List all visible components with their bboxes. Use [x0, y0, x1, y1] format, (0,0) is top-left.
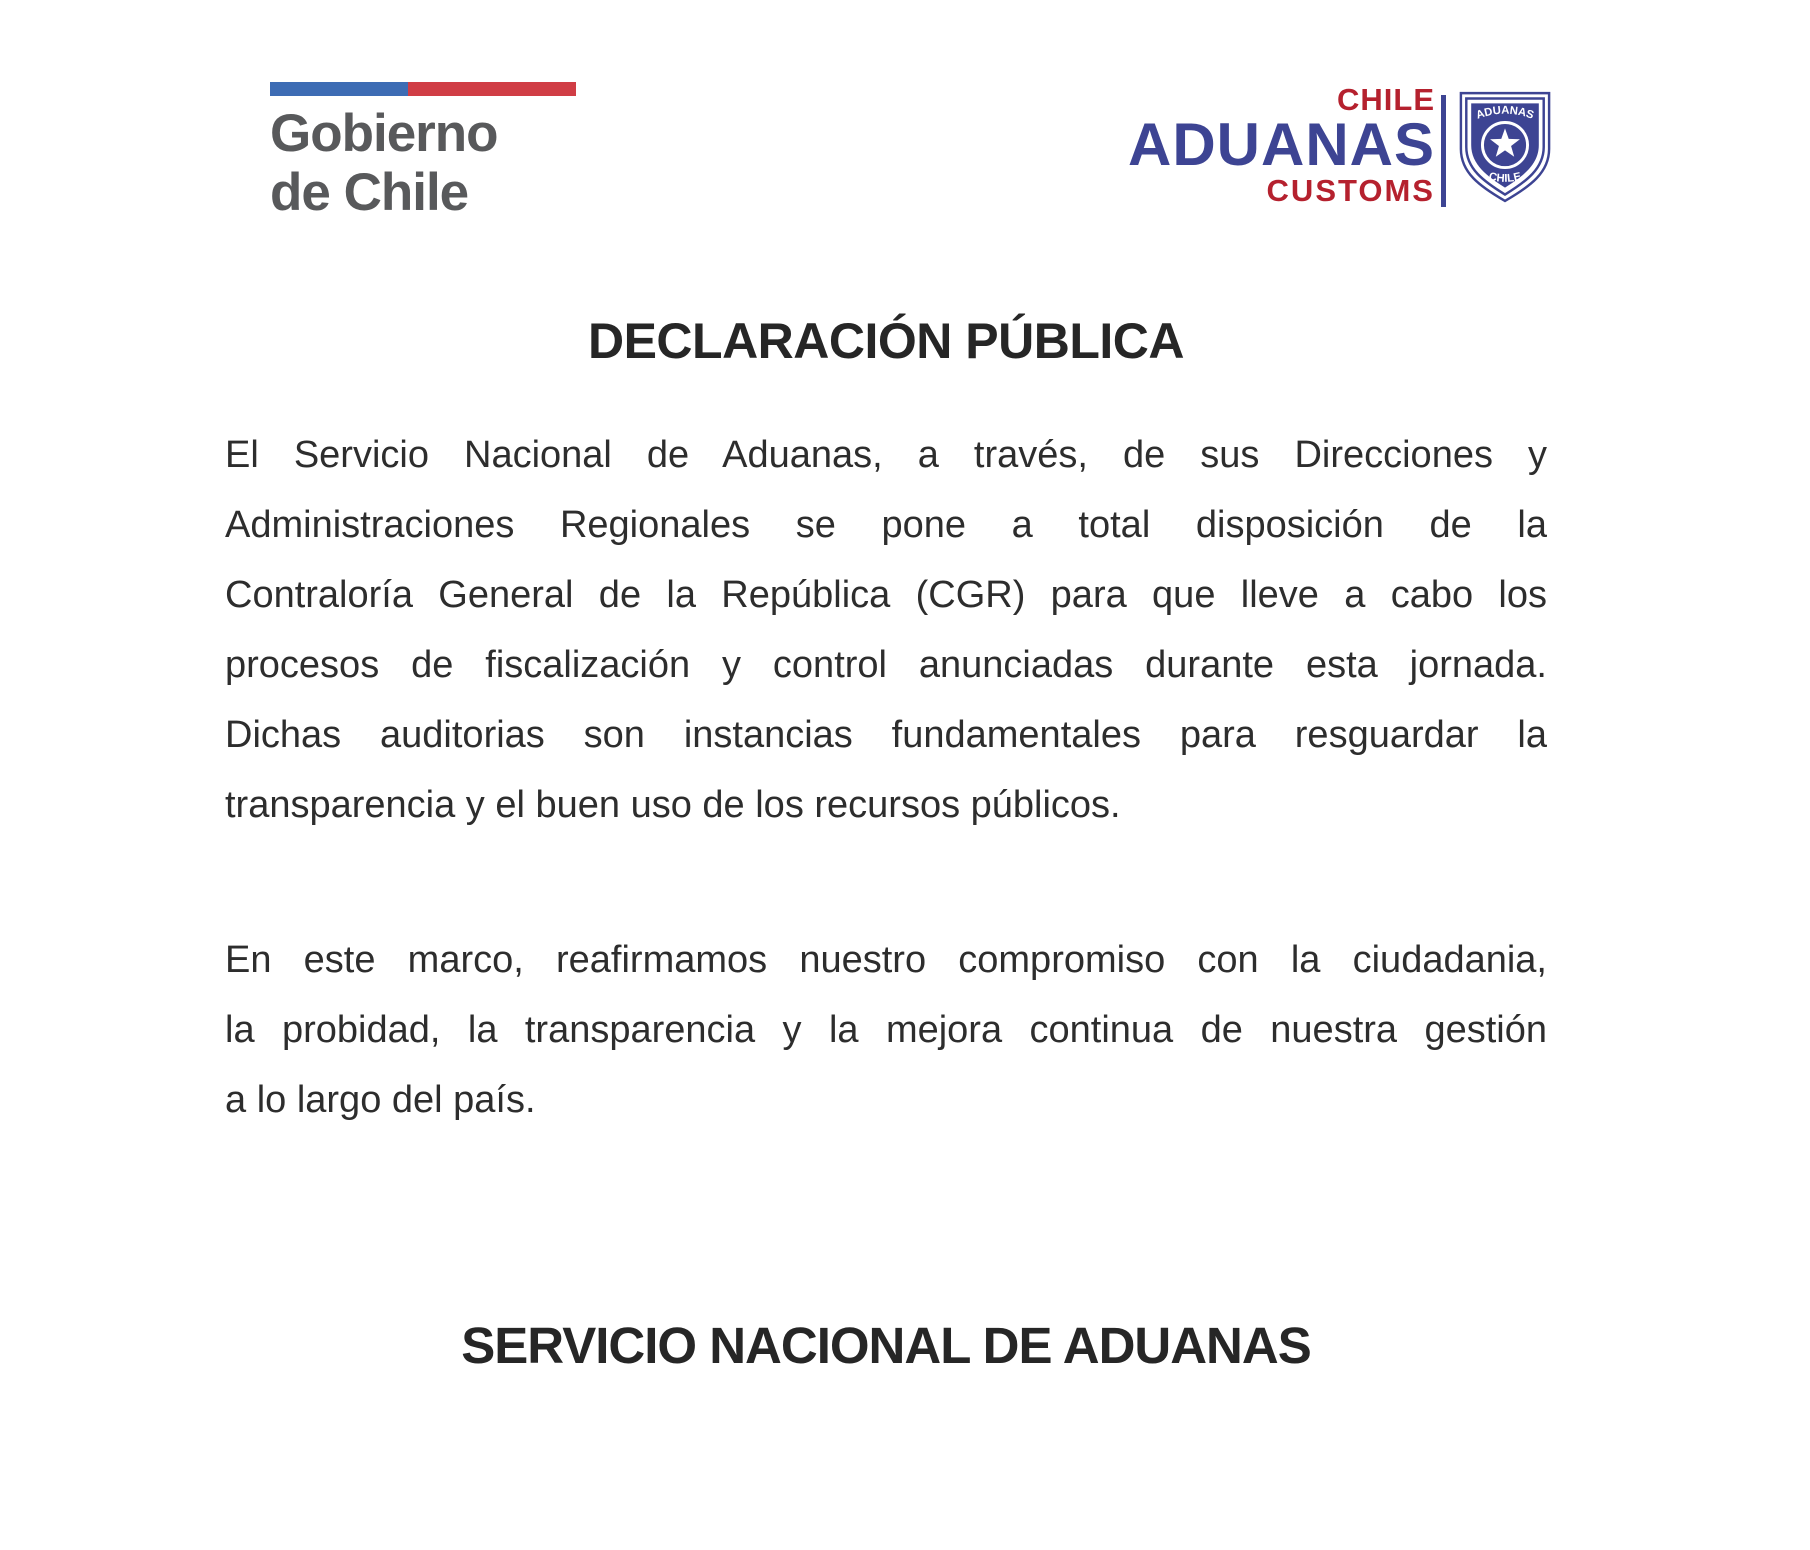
aduanas-wordmark: ADUANAS	[1128, 111, 1435, 178]
flag-blue-segment	[270, 82, 408, 96]
badge-top-text: ADUANAS	[1474, 104, 1536, 122]
flag-red-segment	[408, 82, 576, 96]
paragraph-line: transparencia y el buen uso de los recursos públicos.	[225, 784, 1121, 826]
paragraph-line: Administraciones Regionales se pone a total disposición de la	[225, 504, 1547, 546]
paragraph-line: En este marco, reafirmamos nuestro compromiso con la ciudadania,	[225, 939, 1547, 981]
aduanas-chile-label: CHILE	[1337, 82, 1435, 117]
gobierno-de-chile-logo	[270, 82, 576, 222]
gobierno-logo-line2: de Chile	[270, 163, 469, 222]
declaration-paragraph-2	[225, 925, 1547, 1135]
page-title: DECLARACIÓN PÚBLICA	[587, 313, 1185, 369]
aduanas-customs-label: CUSTOMS	[1266, 173, 1435, 208]
paragraph-line: procesos de fiscalización y control anunciadas durante esta jornada.	[225, 644, 1547, 686]
declaration-paragraph-1	[225, 420, 1547, 840]
paragraph-line: Contraloría General de la República (CGR) para que lleve a cabo los	[225, 574, 1547, 616]
aduanas-customs-logo	[1128, 84, 1435, 208]
badge-bottom-text: CHILE	[1487, 170, 1523, 185]
gobierno-logo-text	[270, 104, 576, 222]
chile-flag-bar	[270, 82, 576, 96]
logo-divider-bar	[1441, 95, 1446, 207]
paragraph-line: Dichas auditorias son instancias fundamentales para resguardar la	[225, 714, 1547, 756]
paragraph-line: a lo largo del país.	[225, 1079, 536, 1121]
gobierno-logo-line1: Gobierno	[270, 104, 498, 163]
signature-footer: SERVICIO NACIONAL DE ADUANAS	[461, 1317, 1311, 1374]
paragraph-line: El Servicio Nacional de Aduanas, a través, de sus Direcciones y	[225, 434, 1547, 476]
aduanas-shield-badge-icon	[1456, 86, 1554, 208]
paragraph-line: la probidad, la transparencia y la mejora continua de nuestra gestión	[225, 1009, 1547, 1051]
